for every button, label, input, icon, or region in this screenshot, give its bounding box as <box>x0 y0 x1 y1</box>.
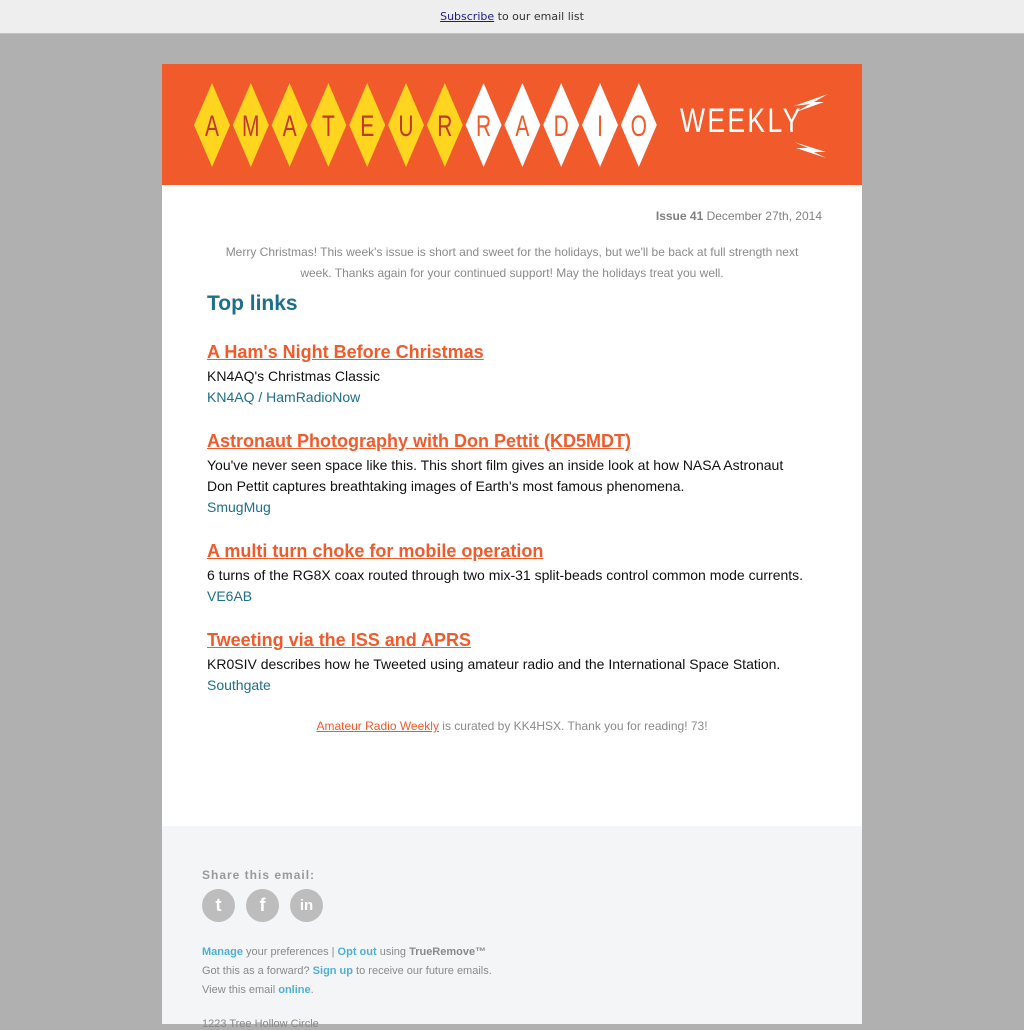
view-online-line <box>202 984 314 996</box>
logo-letter: I <box>597 110 603 143</box>
facebook-icon[interactable]: f <box>246 889 279 922</box>
link-source[interactable]: KN4AQ / HamRadioNow <box>207 389 361 405</box>
share-label: Share this email: <box>202 868 316 882</box>
logo-letter: D <box>553 110 569 143</box>
issue-date: December 27th, 2014 <box>706 209 822 223</box>
trueremove-label: TrueRemove™ <box>409 946 487 958</box>
signup-text: to receive our future emails. <box>353 965 492 977</box>
link-source[interactable]: SmugMug <box>207 499 271 515</box>
link-item <box>207 540 827 607</box>
logo-letter: R <box>437 110 453 143</box>
logo-letter: A <box>515 110 530 143</box>
masthead-banner <box>162 64 862 185</box>
preferences-line <box>202 946 486 958</box>
linkedin-icon[interactable]: in <box>290 889 323 922</box>
link-item <box>207 341 827 408</box>
forward-text: Got this as a forward? <box>202 965 313 977</box>
logo-letter: T <box>321 110 335 143</box>
view-text: View this email <box>202 984 279 996</box>
curator-note <box>162 719 862 733</box>
subscribe-bar-text: to our email list <box>494 10 584 23</box>
link-item <box>207 629 827 696</box>
sign-up-link[interactable]: Sign up <box>312 965 353 977</box>
issue-info <box>656 209 822 223</box>
top-links-heading: Top links <box>207 292 298 315</box>
link-description: 6 turns of the RG8X coax routed through two mix-31 split-beads control common mode currents. <box>207 567 804 583</box>
logo-letter: A <box>204 110 220 143</box>
link-source[interactable]: VE6AB <box>207 588 253 604</box>
link-title[interactable]: A multi turn choke for mobile operation <box>207 541 544 561</box>
logo-letter: A <box>282 110 297 143</box>
subscribe-link[interactable]: Subscribe <box>440 10 495 23</box>
logo-letter: E <box>360 110 375 143</box>
link-title[interactable]: Astronaut Photography with Don Pettit (KD5MDT) <box>207 431 631 451</box>
email-footer <box>162 826 862 1030</box>
period-text: . <box>310 984 314 996</box>
link-source[interactable]: Southgate <box>207 677 271 693</box>
address-line: 1223 Tree Hollow Circle <box>202 1018 319 1030</box>
intro-text: Merry Christmas! This week's issue is short and sweet for the holidays, but we'll be back at full strength next week. Thanks again for your continued support! May the holidays treat you well. <box>225 245 799 280</box>
twitter-icon[interactable]: t <box>202 889 235 922</box>
curator-text: is curated by KK4HSX. Thank you for reading! 73! <box>438 719 708 733</box>
prefs-text: your preferences | <box>242 946 338 958</box>
forward-line <box>202 965 492 977</box>
link-description: KN4AQ's Christmas Classic <box>207 368 381 384</box>
link-title[interactable]: A Ham's Night Before Christmas <box>207 342 484 362</box>
manage-link[interactable]: Manage <box>202 946 243 958</box>
link-item <box>207 430 827 518</box>
lightning-icon <box>162 64 862 185</box>
logo-letter: M <box>242 110 260 143</box>
masthead-weekly: WEEKLY <box>680 102 803 140</box>
link-description: You've never seen space like this. This short film gives an inside look at how NASA Astronaut Don Pettit captures breathtaking images of Earth's most famous phenomena. <box>207 457 784 494</box>
link-description: KR0SIV describes how he Tweeted using amateur radio and the International Space Station. <box>207 656 781 672</box>
newsletter-link[interactable]: Amateur Radio Weekly <box>316 719 439 733</box>
logo-letter: O <box>630 110 647 143</box>
link-title[interactable]: Tweeting via the ISS and APRS <box>207 630 472 650</box>
issue-number: Issue 41 <box>655 209 704 223</box>
logo-letter: R <box>476 110 492 143</box>
opt-out-link[interactable]: Opt out <box>337 946 377 958</box>
online-link[interactable]: online <box>278 984 311 996</box>
email-card <box>162 64 862 1030</box>
using-text: using <box>376 946 410 958</box>
subscribe-bar <box>0 0 1024 34</box>
logo-letter: U <box>398 110 414 143</box>
